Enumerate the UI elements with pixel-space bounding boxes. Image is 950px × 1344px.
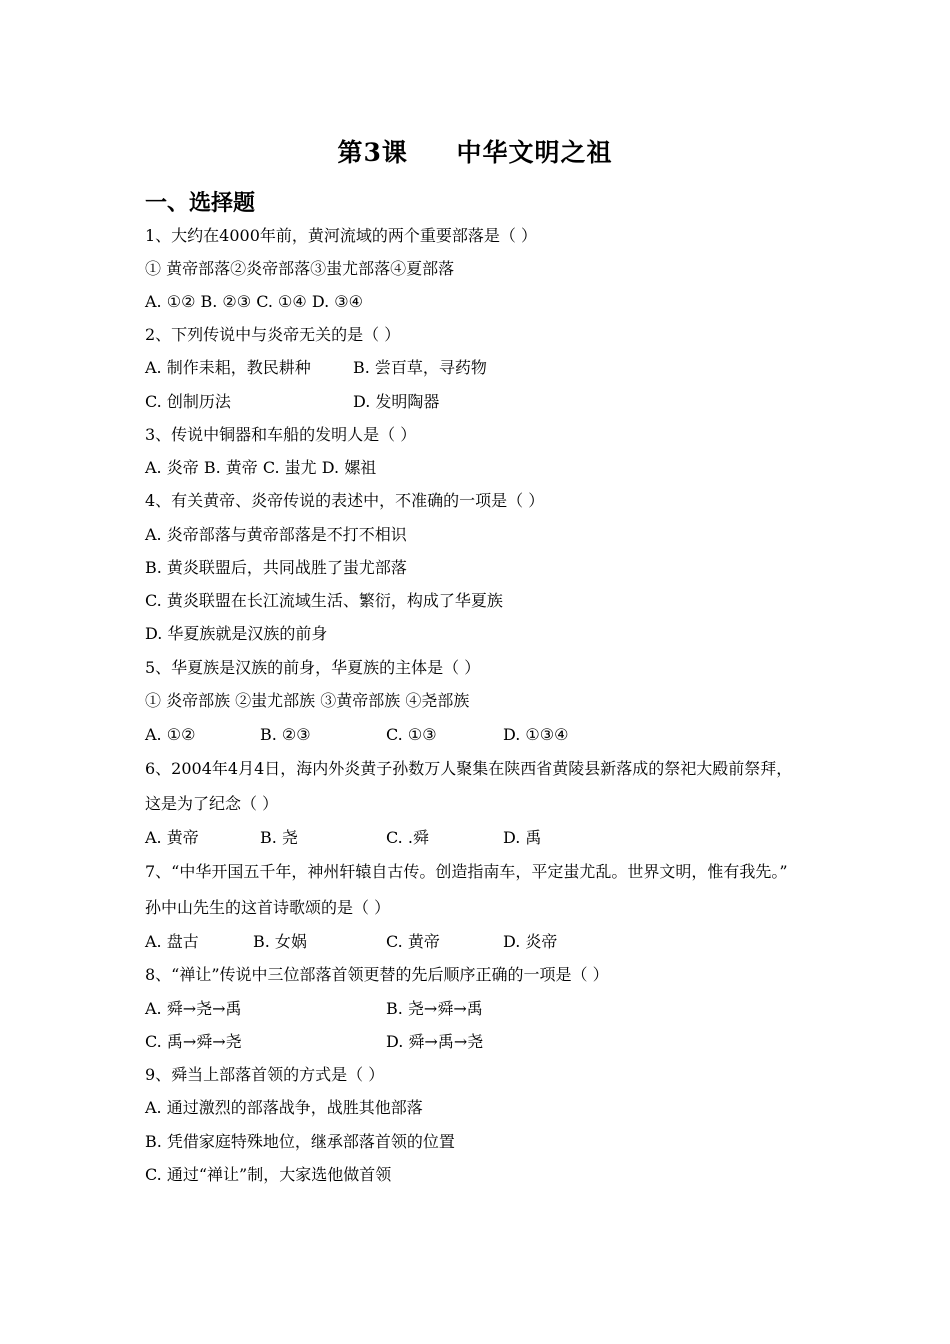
question-4-option-d: D. 华夏族就是汉族的前身: [145, 624, 328, 643]
question-5-option-a: A. ①②: [145, 725, 196, 744]
question-7-option-c: C. 黄帝: [386, 932, 440, 951]
question-7-option-a: A. 盘古: [145, 932, 199, 951]
question-7-option-b: B. 女娲: [253, 932, 307, 951]
question-7-stem-continued: 孙中山先生的这首诗歌颂的是（ ）: [145, 898, 391, 917]
question-7-option-d: D. 炎帝: [503, 932, 558, 951]
question-8-option-a: A. 舜→尧→禹: [145, 999, 242, 1018]
question-5-option-d: D. ①③④: [503, 725, 569, 744]
question-7-stem: 7、“中华开国五千年，神州轩辕自古传。创造指南车，平定蚩尤乱。世界文明，惟有我先。”: [145, 862, 788, 881]
question-4-option-c: C. 黄炎联盟在长江流域生活、繁衍，构成了华夏族: [145, 591, 503, 610]
question-2-option-d: D. 发明陶器: [353, 392, 440, 411]
question-1-items: ① 黄帝部落②炎帝部落③蚩尤部落④夏部落: [145, 259, 455, 278]
question-6-stem-continued: 这是为了纪念（ ）: [145, 794, 279, 813]
page-title: 第3课 中华文明之祖: [337, 138, 613, 167]
question-1-options: A. ①② B. ②③ C. ①④ D. ③④: [145, 292, 363, 311]
question-5-stem: 5、华夏族是汉族的前身，华夏族的主体是（ ）: [145, 658, 481, 677]
question-6-stem: 6、2004年4月4日，海内外炎黄子孙数万人聚集在陕西省黄陵县新落成的祭祀大殿前祭拜，: [145, 759, 793, 778]
question-3-stem: 3、传说中铜器和车船的发明人是（ ）: [145, 425, 417, 444]
question-5-option-c: C. ①③: [386, 725, 437, 744]
question-2-stem: 2、下列传说中与炎帝无关的是（ ）: [145, 325, 401, 344]
question-2-option-a: A. 制作耒耜，教民耕种: [145, 358, 311, 377]
question-8-option-c: C. 禹→舜→尧: [145, 1032, 242, 1051]
question-4-stem: 4、有关黄帝、炎帝传说的表述中，不准确的一项是（ ）: [145, 491, 545, 510]
section-heading: 一、选择题: [145, 190, 256, 216]
question-9-option-b: B. 凭借家庭特殊地位，继承部落首领的位置: [145, 1132, 455, 1151]
question-2-option-c: C. 创制历法: [145, 392, 231, 411]
question-9-stem: 9、舜当上部落首领的方式是（ ）: [145, 1065, 385, 1084]
question-8-option-b: B. 尧→舜→禹: [386, 999, 483, 1018]
question-8-stem: 8、“禅让”传说中三位部落首领更替的先后顺序正确的一项是（ ）: [145, 965, 609, 984]
question-6-option-a: A. 黄帝: [145, 828, 199, 847]
question-9-option-c: C. 通过“禅让”制，大家选他做首领: [145, 1165, 392, 1184]
question-4-option-a: A. 炎帝部落与黄帝部落是不打不相识: [145, 525, 407, 544]
question-6-option-b: B. 尧: [260, 828, 298, 847]
question-8-option-d: D. 舜→禹→尧: [386, 1032, 484, 1051]
question-6-option-c: C. .舜: [386, 828, 429, 847]
question-5-option-b: B. ②③: [260, 725, 311, 744]
question-6-option-d: D. 禹: [503, 828, 542, 847]
question-1-stem: 1、大约在4000年前，黄河流域的两个重要部落是（ ）: [145, 226, 537, 245]
question-4-option-b: B. 黄炎联盟后，共同战胜了蚩尤部落: [145, 558, 407, 577]
question-9-option-a: A. 通过激烈的部落战争，战胜其他部落: [145, 1098, 423, 1117]
question-2-option-b: B. 尝百草，寻药物: [353, 358, 487, 377]
question-3-options: A. 炎帝 B. 黄帝 C. 蚩尤 D. 嫘祖: [145, 458, 377, 477]
question-5-items: ① 炎帝部族 ②蚩尤部族 ③黄帝部族 ④尧部族: [145, 691, 470, 710]
